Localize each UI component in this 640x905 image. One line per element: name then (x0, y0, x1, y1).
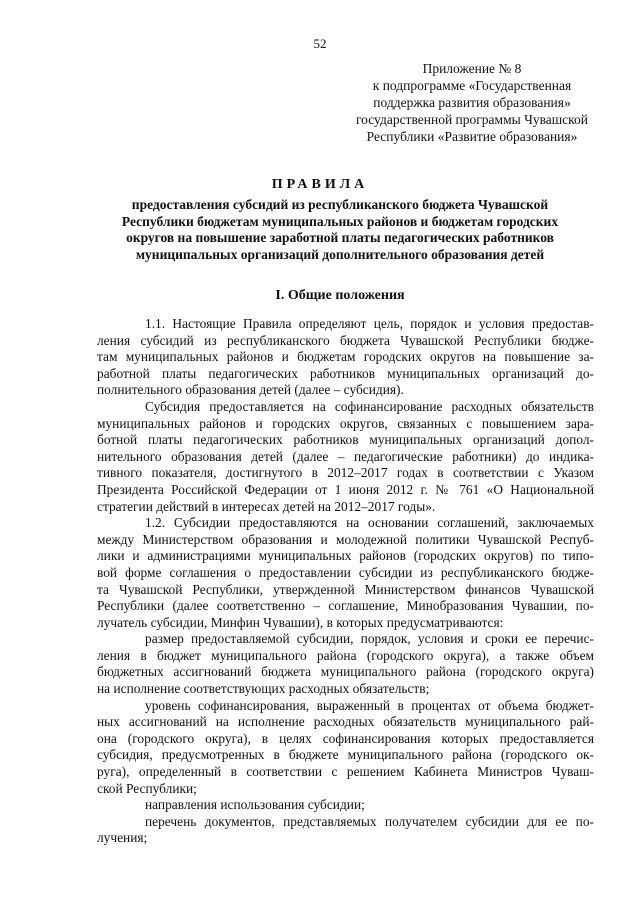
body-line: стратегии действий в интересах детей на 2012–2017 годы». (97, 498, 436, 514)
body-line: ления в бюджет муниципального района (городского округа), а также объем (97, 647, 594, 663)
appendix-line: Приложение № 8 (422, 61, 522, 76)
body-line: полнительного образования детей (далее – субсидия). (97, 382, 404, 398)
document-title: ПРАВИЛА (271, 177, 369, 192)
body-line: бюджетных ассигнований бюджета муниципального района (городского округа) (97, 664, 594, 680)
body-line: 1.2. Субсидии предоставляются на основании соглашений, заключаемых (145, 515, 594, 531)
body-text (97, 316, 594, 847)
body-line: тивного показателя, достигнутого в 2012–2017 годах в соответствии с Указом (97, 465, 594, 481)
body-line: лучения; (97, 830, 148, 846)
appendix-block (354, 60, 590, 145)
body-line: направления использования субсидии; (145, 797, 365, 813)
body-line: ных ассигнований на исполнение расходных обязательств муниципального рай- (97, 714, 594, 730)
body-line: размер предоставляемой субсидии, порядок, условия и сроки ее перечис- (145, 631, 594, 647)
subtitle-line: округов на повышение заработной платы педагогических работников (126, 230, 554, 245)
body-line: там муниципальных районов и бюджетам городских округов на повышение за- (97, 349, 594, 365)
body-line: между Министерством образования и молодежной политики Чувашской Респуб- (97, 531, 594, 547)
body-line: руга), определенный в соответствии с решением Кабинета Министров Чуваш- (97, 764, 594, 780)
document-subtitle (100, 197, 580, 263)
body-line: ской Республики; (97, 780, 197, 796)
body-line: работной платы педагогических работников муниципальных организаций до- (97, 365, 594, 381)
subtitle-line: Республики бюджетам муниципальных районов и бюджетам городских (121, 213, 559, 229)
page-number: 52 (313, 36, 327, 51)
body-line: Президента Российской Федерации от 1 июня 2012 г. № 761 «О Национальной (97, 481, 594, 497)
body-line: та Чувашской Республики, утвержденной Министерством финансов Чувашской (97, 581, 594, 597)
body-line: нительного образования детей (далее – педагогические работники) до индика- (97, 448, 594, 464)
body-line: субсидия, предусмотренных в бюджете муниципального района (городского ок- (97, 747, 594, 763)
body-line: лики и администрациями муниципальных районов (городских округов) по типо- (97, 548, 594, 564)
body-line: лучатель субсидии, Минфин Чувашии), в которых предусматриваются: (97, 614, 504, 630)
body-line: на исполнение соответствующих расходных обязательств; (97, 681, 430, 697)
body-line: муниципальных районов и городских округов, связанных с повышением зара- (97, 415, 594, 431)
subtitle-line: предоставления субсидий из республиканского бюджета Чувашской (131, 197, 549, 212)
appendix-line: государственной программы Чувашской (355, 112, 589, 127)
appendix-line: к подпрограмме «Государственная (372, 78, 572, 93)
appendix-line: Республики «Развитие образования» (366, 129, 578, 144)
body-line: вой форме соглашения о предоставлении субсидии из республиканского бюдже- (97, 564, 594, 580)
subtitle-line: муниципальных организаций дополнительного образования детей (135, 246, 545, 262)
appendix-line: поддержка развития образования» (373, 95, 571, 110)
body-line: ления субсидий из республиканского бюджета Чувашской Республики бюдже- (97, 332, 594, 348)
section-heading: I. Общие положения (275, 288, 405, 303)
body-line: Республики (далее соответственно – соглашение, Минобразования Чувашии, по- (97, 598, 594, 614)
body-line: перечень документов, представляемых получателем субсидии для ее по- (145, 813, 594, 829)
body-line: Субсидия предоставляется на софинансирование расходных обязательств (145, 398, 594, 414)
body-line: она (городского округа), в целях софинансирования которых предоставляется (97, 730, 594, 746)
body-line: 1.1. Настоящие Правила определяют цель, порядок и условия предостав- (145, 316, 594, 331)
body-line: уровень софинансирования, выраженный в процентах от объема бюджет- (145, 697, 594, 713)
body-line: ботной платы педагогических работников муниципальных организаций допол- (97, 432, 594, 448)
